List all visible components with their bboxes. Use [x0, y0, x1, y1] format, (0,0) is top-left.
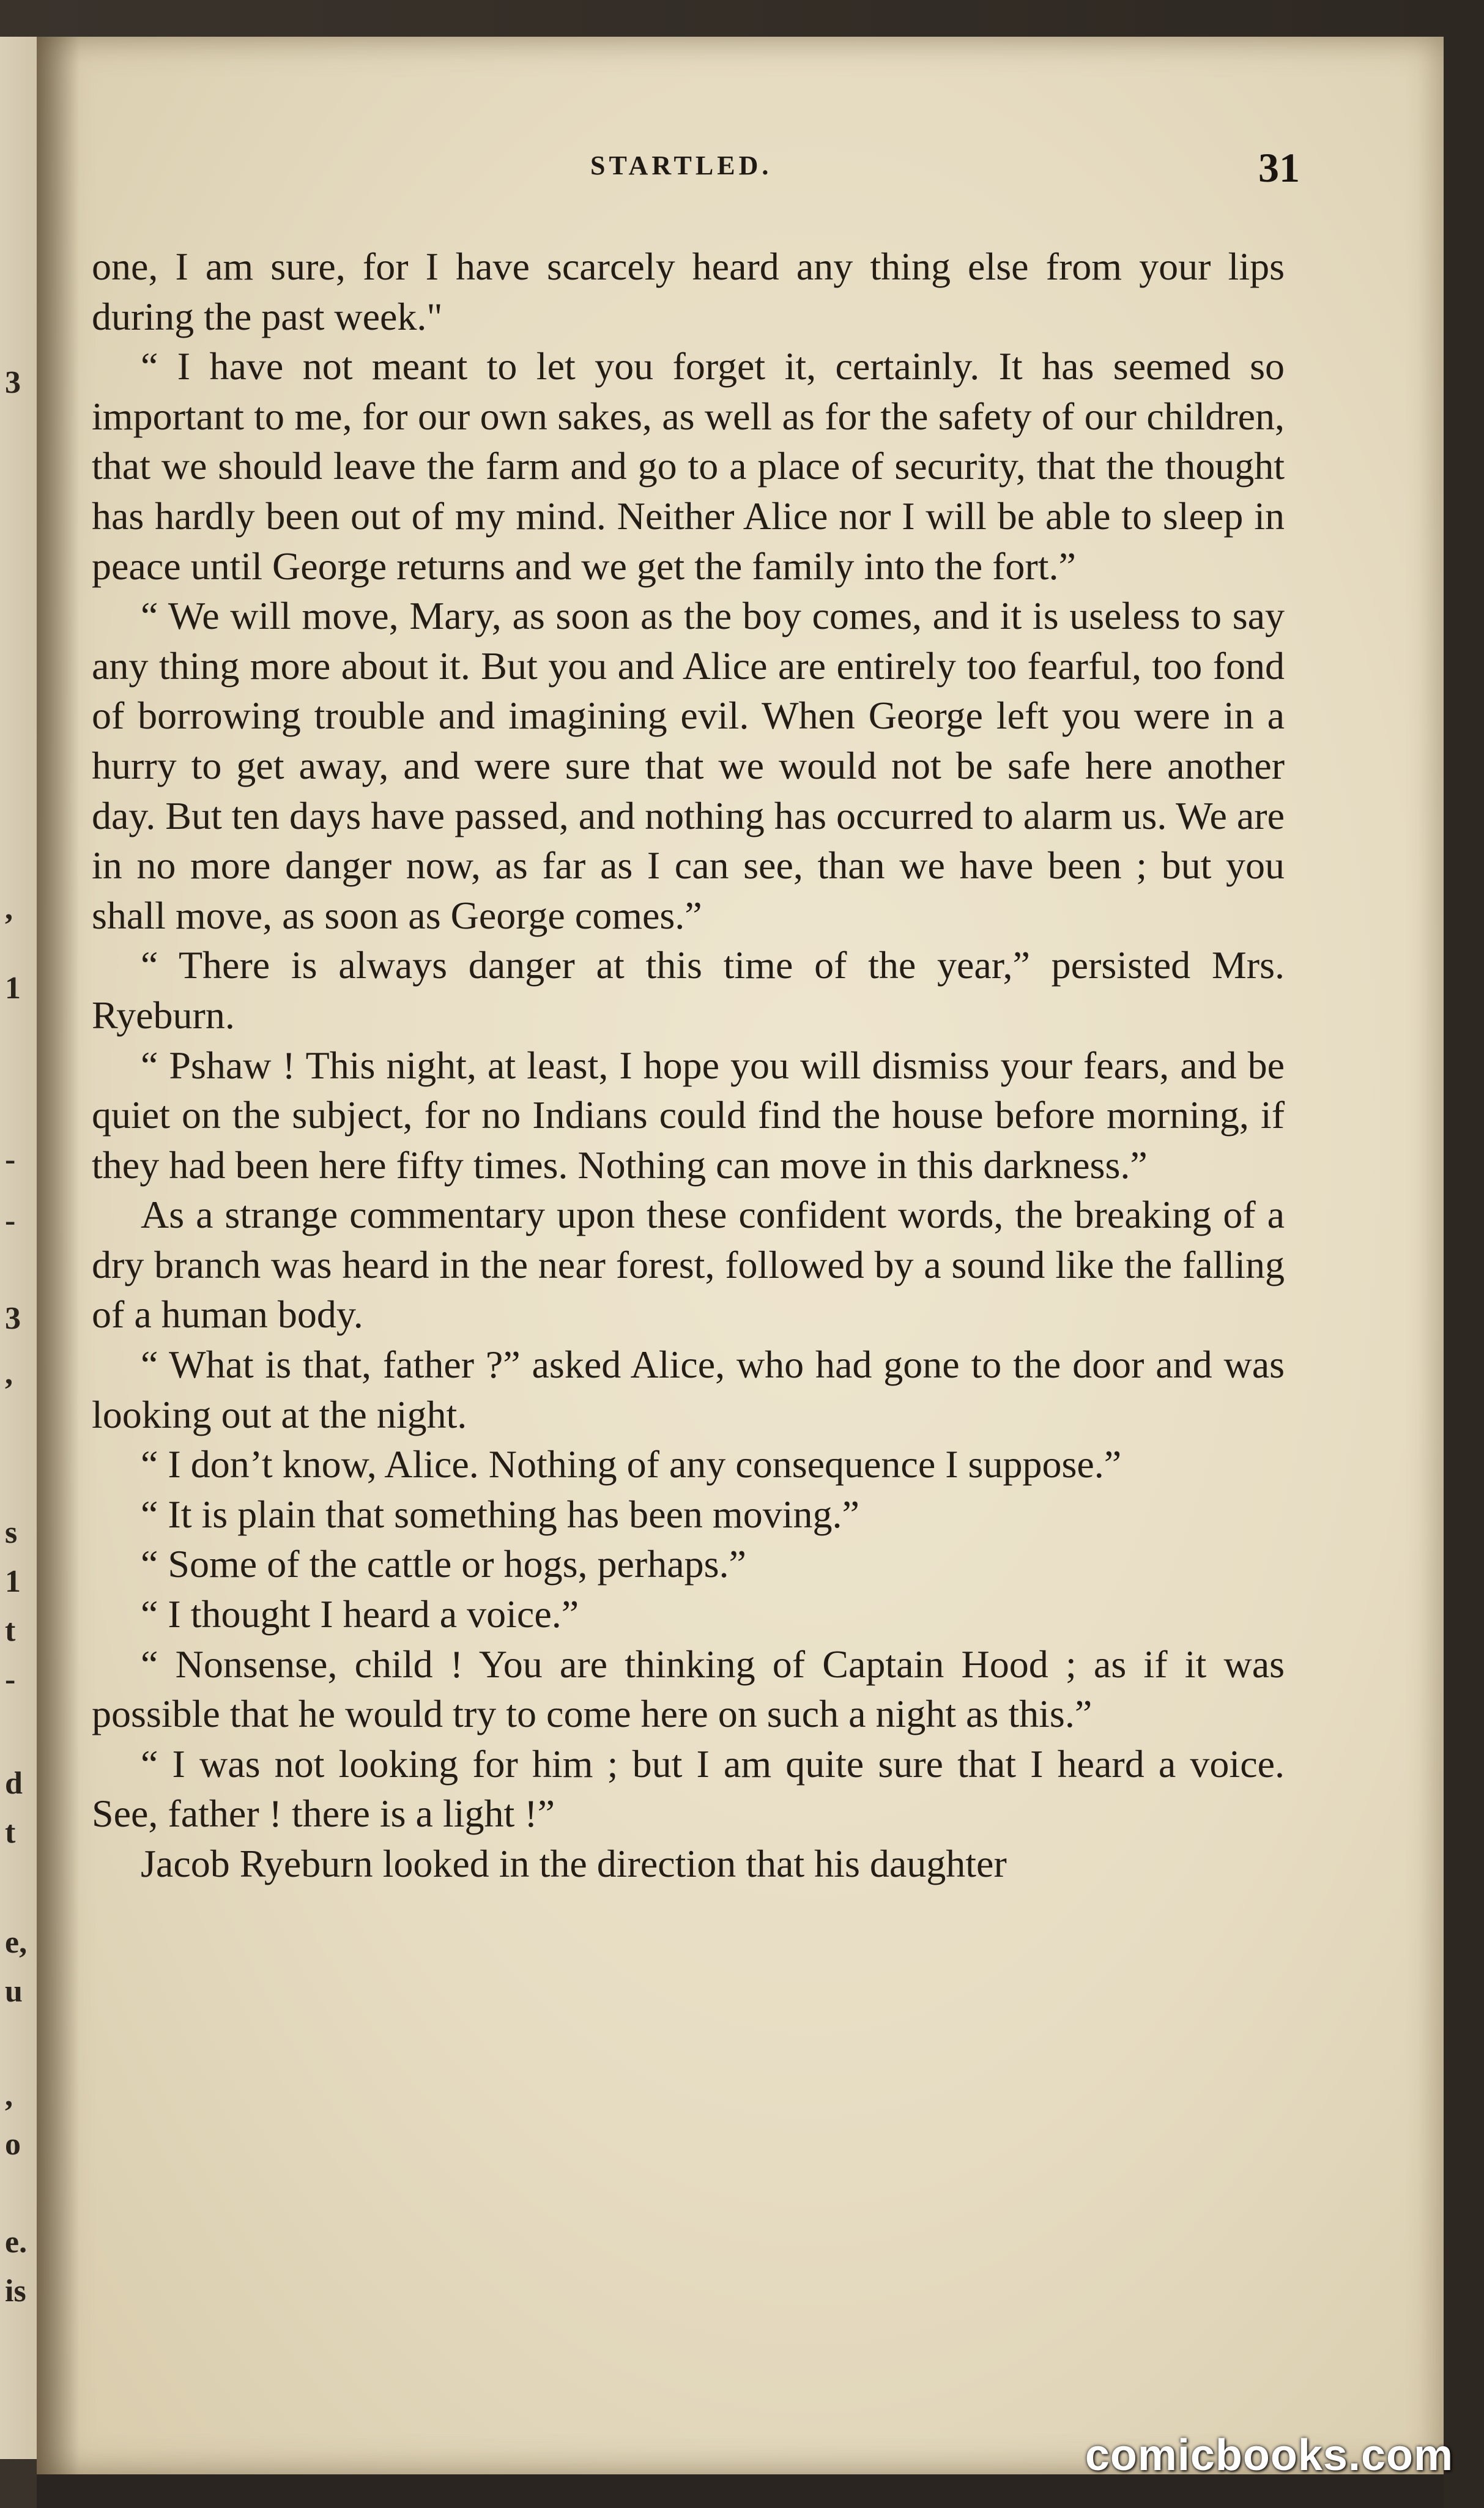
body-text [92, 242, 1285, 1889]
previous-page-fragment: - [5, 1203, 16, 1238]
previous-page-fragment: 3 [5, 1301, 21, 1336]
paragraph: “ It is plain that something has been moving.” [141, 1492, 859, 1536]
paragraph: “ I have not meant to let you forget it, certainly. It has seemed so important to me, for our own sakes, as well as for the safety of our children, that we should leave the farm and go to a place of security, that the thought has hardly been out of my mind. Neither Alice nor I will be able to sleep in peace until George returns and we get the family into the fort.” [92, 344, 1285, 588]
watermark: comicbooks.com [1085, 2431, 1453, 2480]
paragraph: As a strange commentary upon these confident words, the breaking of a dry branch was heard in the near forest, followed by a sound like the falling of a human body. [92, 1193, 1285, 1337]
previous-page-fragment: - [5, 1142, 16, 1177]
paragraph: “ Nonsense, child ! You are thinking of Captain Hood ; as if it was possible that he would try to come here on such a night as this.” [92, 1642, 1285, 1736]
paragraph: “ We will move, Mary, as soon as the boy comes, and it is useless to say any thing more about it. But you and Alice are entirely too fearful, too fond of borrowing trouble and imagining evil. When George left you were in a hurry to get away, and were sure that we would not be safe here another day. But ten days have passed, and nothing has occurred to alarm us. We are in no more danger now, as far as I can see, than we have been ; but you shall move, as soon as George comes.” [92, 594, 1285, 937]
paragraph: “ There is always danger at this time of the year,” persisted Mrs. Ryeburn. [92, 943, 1285, 1037]
previous-page-fragment: , [5, 1356, 13, 1391]
previous-page-fragment: t [5, 1815, 16, 1850]
paragraph: “ What is that, father ?” asked Alice, who had gone to the door and was looking out at the night. [92, 1343, 1285, 1436]
previous-page-fragment: e, [5, 1925, 28, 1960]
previous-page-fragment: , [5, 2078, 13, 2113]
previous-page-fragment: o [5, 2127, 21, 2162]
paragraph: Jacob Ryeburn looked in the direction that his daughter [141, 1842, 1007, 1885]
previous-page-fragment: s [5, 1515, 18, 1550]
previous-page-fragment: is [5, 2274, 26, 2309]
previous-page-fragment: 3 [5, 365, 21, 400]
paragraph: “ I thought I heard a voice.” [141, 1592, 579, 1636]
paragraph: “ Pshaw ! This night, at least, I hope you will dismiss your fears, and be quiet on the subject, for no Indians could find the house before morning, if they had been here fifty times. Nothing can move in this darkness.” [92, 1043, 1285, 1187]
previous-page-fragment: t [5, 1613, 16, 1648]
previous-page-fragment: 1 [5, 1564, 21, 1599]
previous-page-fragment: u [5, 1974, 23, 2009]
paragraph: one, I am sure, for I have scarcely heard any thing else from your lips during the past week." [92, 245, 1285, 338]
running-title: STARTLED. [590, 150, 773, 180]
page-number: 31 [1258, 144, 1300, 191]
paragraph: “ I was not looking for him ; but I am quite sure that I heard a voice. See, father ! there is a light !” [92, 1742, 1285, 1836]
paragraph: “ Some of the cattle or hogs, perhaps.” [141, 1542, 746, 1586]
gutter-shadow [37, 37, 80, 2474]
previous-page-fragment: 1 [5, 971, 21, 1006]
previous-page-fragment: - [5, 1662, 16, 1697]
page-header [554, 144, 1300, 193]
paragraph: “ I don’t know, Alice. Nothing of any consequence I suppose.” [141, 1442, 1122, 1486]
previous-page-fragment: , [5, 891, 13, 926]
previous-page-fragment: d [5, 1766, 23, 1801]
previous-page-fragment: e. [5, 2225, 28, 2260]
